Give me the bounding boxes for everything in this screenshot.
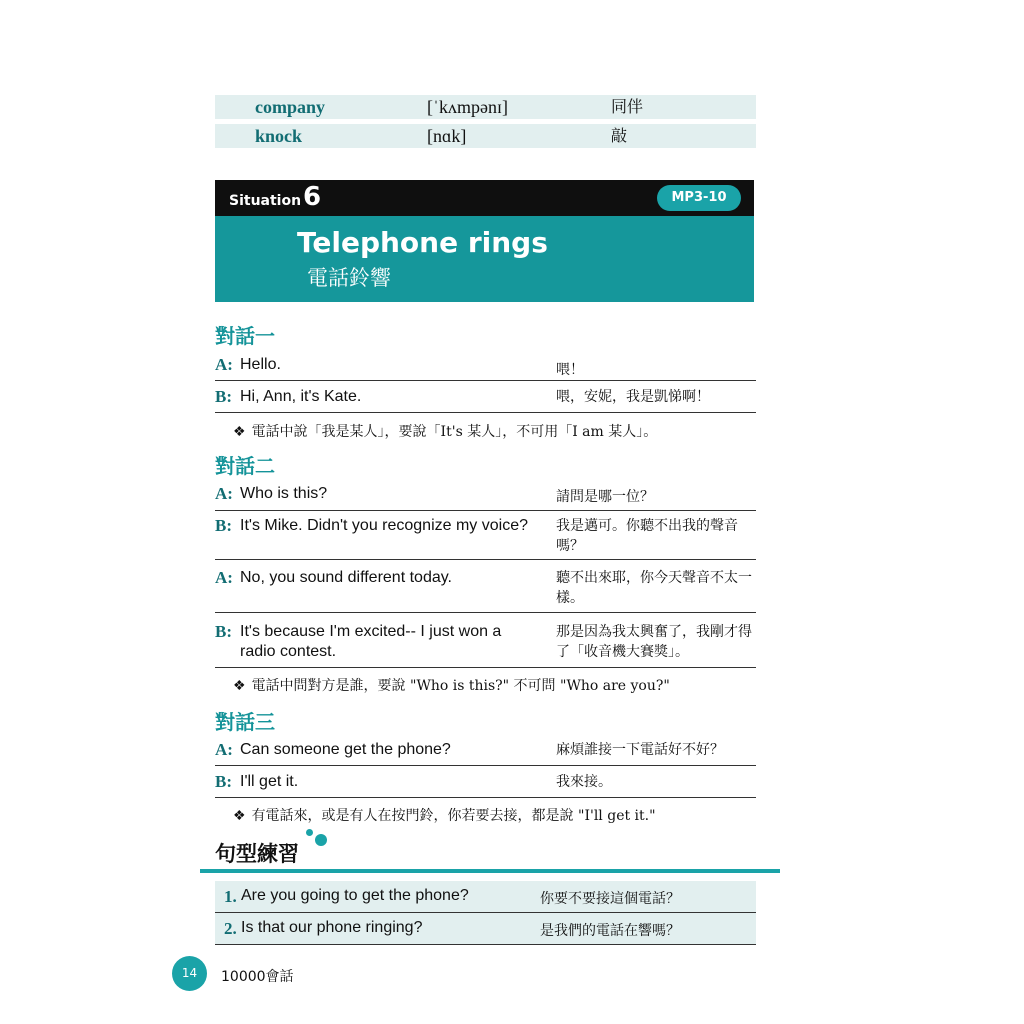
practice-english: Is that our phone ringing? — [241, 919, 423, 936]
chinese-text: 那是因為我太興奮了，我剛才得了「收音機大賽獎」。 — [556, 624, 752, 660]
vocab-phonetic: [nɑk] — [427, 126, 467, 146]
practice-row — [215, 881, 756, 913]
speaker-label: A: — [215, 740, 233, 759]
vocab-word: knock — [255, 126, 303, 146]
dialog-line — [215, 772, 756, 798]
note-text: 電話中問對方是誰，要說 "Who is this?" 不可問 "Who are you?" — [251, 678, 670, 694]
situation-subtitle: 電話鈴響 — [307, 266, 391, 290]
english-text: No, you sound different today. — [240, 569, 452, 586]
speaker-label: B: — [215, 622, 232, 641]
section-divider — [200, 869, 780, 873]
dialog-note — [233, 675, 670, 695]
english-text: It's Mike. Didn't you recognize my voice? — [240, 517, 528, 534]
decor-dot-icon — [315, 834, 327, 846]
dialog-heading: 對話三 — [215, 710, 275, 734]
situation-title: Telephone rings — [297, 226, 548, 259]
situation-title-panel — [215, 216, 754, 302]
speaker-label: A: — [215, 355, 233, 374]
chinese-text: 喂！ — [556, 362, 584, 378]
chinese-text: 聽不出來耶，你今天聲音不太一樣。 — [556, 570, 752, 606]
english-text: It's because I'm excited-- I just won a radio contest. — [240, 623, 502, 660]
dialog-line — [215, 740, 756, 766]
english-text: Can someone get the phone? — [240, 741, 451, 758]
diamond-bullet-icon: ❖ — [233, 678, 246, 694]
chinese-text: 喂，安妮，我是凱悌啊！ — [556, 389, 710, 405]
situation-label: Situation — [229, 193, 302, 209]
decor-dot-icon — [306, 829, 313, 836]
vocab-meaning: 敲 — [611, 126, 628, 145]
practice-chinese: 你要不要接這個電話？ — [540, 891, 680, 907]
dialog-note — [233, 805, 656, 825]
chinese-text: 請問是哪一位？ — [556, 489, 654, 505]
practice-english: Are you going to get the phone? — [241, 887, 469, 904]
dialog-line — [215, 568, 756, 613]
dialog-line — [215, 355, 756, 381]
situation-header-bar — [215, 180, 754, 216]
vocab-phonetic: [ˈkʌmpənɪ] — [427, 97, 508, 117]
dialog-line — [215, 387, 756, 413]
situation-number: 6 — [303, 182, 322, 212]
dialog-heading: 對話二 — [215, 454, 275, 478]
speaker-label: B: — [215, 772, 232, 791]
mp3-track-badge[interactable]: MP3-10 — [657, 185, 741, 211]
vocab-word: company — [255, 97, 326, 117]
practice-number: 1. — [224, 887, 237, 906]
chinese-text: 麻煩誰接一下電話好不好？ — [556, 742, 724, 758]
pattern-practice-title: 句型練習 — [215, 842, 299, 866]
note-text: 有電話來，或是有人在按門鈴，你若要去接，都是說 "I'll get it." — [251, 808, 656, 824]
dialog-line — [215, 516, 756, 560]
vocab-row — [215, 95, 756, 119]
vocab-meaning: 同伴 — [611, 97, 644, 116]
speaker-label: B: — [215, 387, 232, 406]
english-text: Hi, Ann, it's Kate. — [240, 388, 362, 405]
diamond-bullet-icon: ❖ — [233, 424, 246, 440]
page-number-badge: 14 — [172, 956, 207, 991]
dialog-note — [233, 421, 657, 441]
practice-chinese: 是我們的電話在響嗎？ — [540, 923, 680, 939]
english-text: I'll get it. — [240, 773, 299, 790]
dialog-heading: 對話一 — [215, 324, 275, 348]
dialog-line — [215, 484, 756, 511]
english-text: Hello. — [240, 356, 281, 373]
practice-row — [215, 913, 756, 945]
speaker-label: B: — [215, 516, 232, 535]
vocab-row — [215, 124, 756, 148]
dialog-line — [215, 622, 756, 668]
diamond-bullet-icon: ❖ — [233, 808, 246, 824]
note-text: 電話中說「我是某人」，要說「It's 某人」，不可用「I am 某人」。 — [251, 424, 658, 440]
speaker-label: A: — [215, 484, 233, 503]
book-title: 10000會話 — [221, 969, 294, 985]
practice-number: 2. — [224, 919, 237, 938]
speaker-label: A: — [215, 568, 233, 587]
chinese-text: 我來接。 — [556, 774, 612, 790]
english-text: Who is this? — [240, 485, 328, 502]
chinese-text: 我是邁可。你聽不出我的聲音嗎？ — [556, 518, 738, 554]
